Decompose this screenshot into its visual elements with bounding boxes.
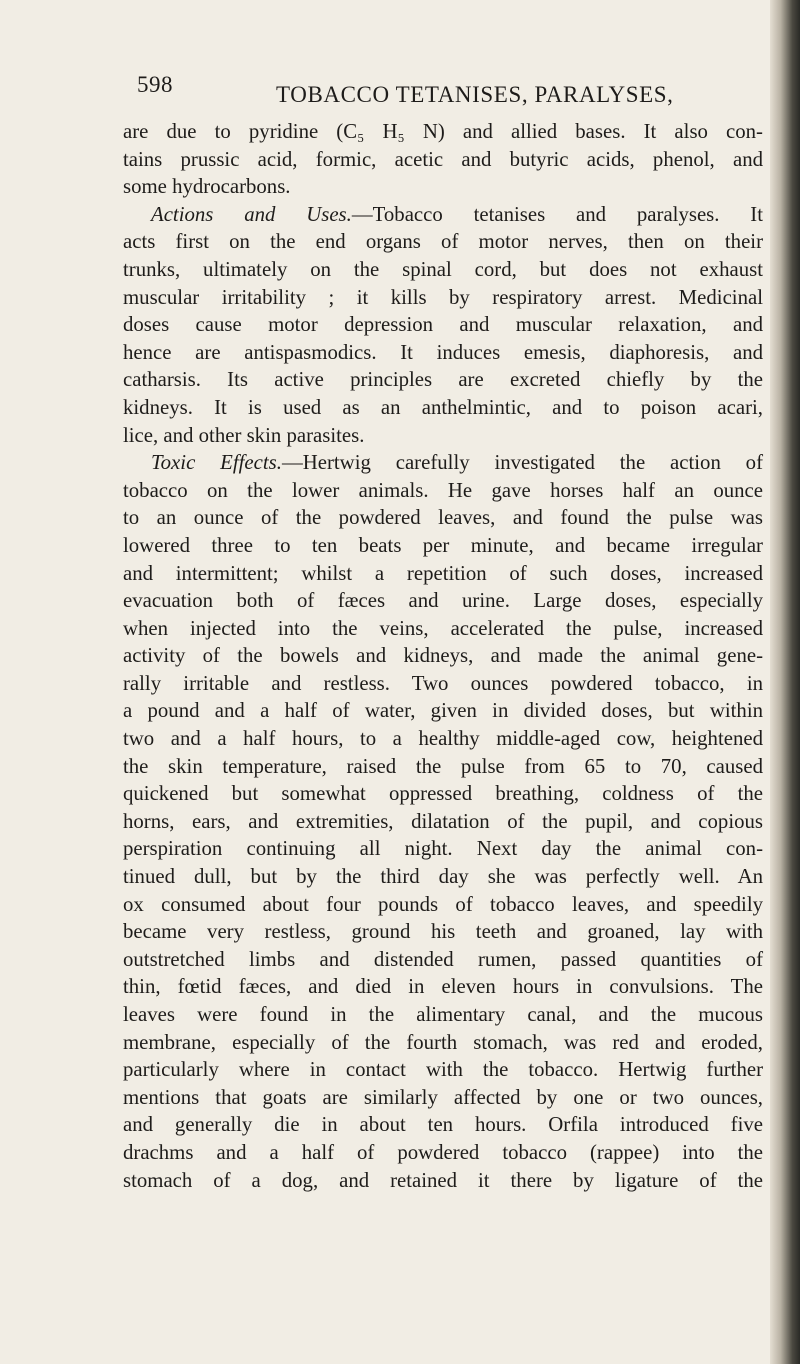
text-line: lowered three to ten beats per minute, and became irregular [123,533,763,557]
text-line: thin, fœtid fæces, and died in eleven hours in convulsions. The [123,975,763,999]
text-line: evacuation both of fæces and urine. Large doses, especially [123,589,763,613]
text-line: tobacco on the lower animals. He gave horses half an ounce [123,478,763,502]
text-line: a pound and a half of water, given in divided doses, but within [123,699,763,723]
text-line: rally irritable and restless. Two ounces powdered tobacco, in [123,671,763,695]
text-run: —Tobacco tetanises and paralyses. It [351,202,763,226]
text-line: outstretched limbs and distended rumen, passed quantities of [123,947,763,971]
text-line: horns, ears, and extremities, dilatation of the pupil, and copious [123,809,763,833]
section-heading: Toxic Effects. [151,451,282,475]
text-line: some hydrocarbons. [123,175,291,199]
text-line: lice, and other skin parasites. [123,423,365,447]
page-header [0,72,800,108]
text-line: kidneys. It is used as an anthelmintic, and to poison acari, [123,395,763,419]
text-line: and generally die in about ten hours. Orfila introduced five [123,1113,763,1137]
text-line: activity of the bowels and kidneys, and made the animal gene- [123,644,763,668]
text-line: leaves were found in the alimentary canal, and the mucous [123,1003,763,1026]
text-line: ox consumed about four pounds of tobacco leaves, and speedily [123,892,763,916]
text-line: quickened but somewhat oppressed breathing, coldness of the [123,782,763,806]
text-line: tinued dull, but by the third day she was perfectly well. An [123,865,763,889]
text-line: hence are antispasmodics. It induces emesis, diaphoresis, and [123,340,763,364]
page-edge-shadow [770,0,800,1364]
paragraph-first-line [123,201,763,229]
text-line: stomach of a dog, and retained it there by ligature of the [123,1168,763,1192]
text-line: and intermittent; whilst a repetition of such doses, increased [123,561,763,585]
page-number: 598 [137,72,173,97]
body-text [123,118,763,1194]
running-head: TOBACCO TETANISES, PARALYSES, [276,82,674,107]
text-line: particularly where in contact with the tobacco. Hertwig further [123,1058,763,1082]
text-line: acts first on the end organs of motor nerves, then on their [123,230,763,254]
text-line: tains prussic acid, formic, acetic and butyric acids, phenol, and [123,147,763,171]
text-line: two and a half hours, to a healthy middle-aged cow, heightened [123,727,763,751]
text-line: when injected into the veins, accelerated the pulse, increased [123,616,763,640]
section-heading: Actions and Uses. [151,202,352,226]
text-line: drachms and a half of powdered tobacco (rappee) into the [123,1140,763,1164]
text-line: membrane, especially of the fourth stomach, was red and eroded, [123,1030,763,1054]
text-line: mentions that goats are similarly affected by one or two ounces, [123,1085,763,1109]
text-line: the skin temperature, raised the pulse from 65 to 70, caused [123,754,763,778]
text-line: to an ounce of the powdered leaves, and found the pulse was [123,506,763,530]
paragraph-first-line [123,449,763,477]
text-line: are due to pyridine (C₅ H₅ N) and allied bases. It also con- [123,120,763,143]
text-line: perspiration continuing all night. Next day the animal con- [123,837,763,861]
text-line: trunks, ultimately on the spinal cord, but does not exhaust [123,257,763,281]
text-line: catharsis. Its active principles are excreted chiefly by the [123,368,763,392]
text-run: —Hertwig carefully investigated the action of [281,451,764,475]
text-line: became very restless, ground his teeth and groaned, lay with [123,920,763,944]
text-line: doses cause motor depression and muscular relaxation, and [123,313,763,337]
text-line: muscular irritability ; it kills by respiratory arrest. Medicinal [123,285,763,309]
